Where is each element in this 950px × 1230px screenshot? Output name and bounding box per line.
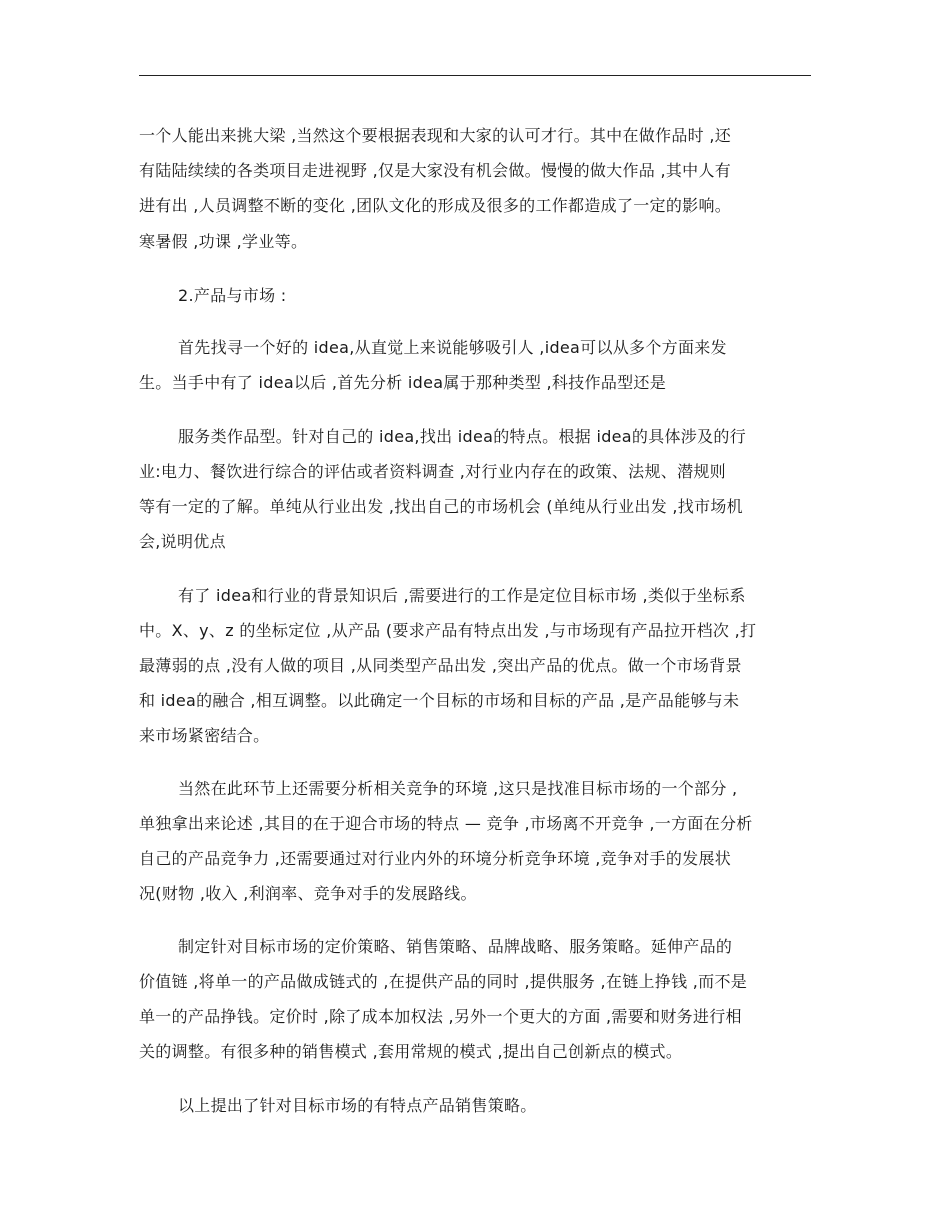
paragraph-1-line-3: 进有出 ,人员调整不断的变化 ,团队文化的形成及很多的工作都造成了一定的影响。 <box>139 196 732 215</box>
paragraph-7-line-1: 制定针对目标市场的定价策略、销售策略、品牌战略、服务策略。延伸产品的 <box>178 937 733 956</box>
paragraph-6-line-1: 当然在此环节上还需要分析相关竞争的环境 ,这只是找准目标市场的一个部分 , <box>178 779 738 798</box>
paragraph-1-line-1: 一个人能出来挑大梁 ,当然这个要根据表现和大家的认可才行。其中在做作品时 ,还 <box>139 126 732 145</box>
paragraph-5-line-3: 最薄弱的点 ,没有人做的项目 ,从同类型产品出发 ,突出产品的优点。做一个市场背景 <box>139 656 742 675</box>
paragraph-8-line-1: 以上提出了针对目标市场的有特点产品销售策略。 <box>178 1096 537 1115</box>
paragraph-7-line-3: 单一的产品挣钱。定价时 ,除了成本加权法 ,另外一个更大的方面 ,需要和财务进行相 <box>139 1007 742 1026</box>
header-rule <box>139 75 811 76</box>
paragraph-5-line-5: 来市场紧密结合。 <box>139 726 270 745</box>
paragraph-4-line-3: 等有一定的了解。单纯从行业出发 ,找出自己的市场机会 (单纯从行业出发 ,找市场机 <box>139 497 743 516</box>
paragraph-1-line-2: 有陆陆续续的各类项目走进视野 ,仅是大家没有机会做。慢慢的做大作品 ,其中人有 <box>139 161 732 180</box>
paragraph-4-line-4: 会,说明优点 <box>139 532 226 551</box>
section-heading: 2.产品与市场 : <box>178 286 287 305</box>
paragraph-7-line-2: 价值链 ,将单一的产品做成链式的 ,在提供产品的同时 ,提供服务 ,在链上挣钱 ,而不是 <box>139 972 748 991</box>
paragraph-7-line-4: 关的调整。有很多种的销售模式 ,套用常规的模式 ,提出自己创新点的模式。 <box>139 1042 683 1061</box>
paragraph-6-line-3: 自己的产品竞争力 ,还需要通过对行业内外的环境分析竞争环境 ,竞争对手的发展状 <box>139 849 732 868</box>
paragraph-4-line-1: 服务类作品型。针对自己的 idea,找出 idea的特点。根据 idea的具体涉及的行 <box>178 427 746 446</box>
paragraph-6-line-4: 况(财物 ,收入 ,利润率、竞争对手的发展路线。 <box>139 884 477 903</box>
paragraph-3-line-1: 首先找寻一个好的 idea,从直觉上来说能够吸引人 ,idea可以从多个方面来发 <box>178 338 727 357</box>
paragraph-5-line-1: 有了 idea和行业的背景知识后 ,需要进行的工作是定位目标市场 ,类似于坐标系 <box>178 586 746 605</box>
paragraph-4-line-2: 业:电力、餐饮进行综合的评估或者资料调查 ,对行业内存在的政策、法规、潜规则 <box>139 462 726 481</box>
paragraph-5-line-4: 和 idea的融合 ,相互调整。以此确定一个目标的市场和目标的产品 ,是产品能够与未 <box>139 691 740 710</box>
paragraph-6-line-2: 单独拿出来论述 ,其目的在于迎合市场的特点 — 竞争 ,市场离不开竞争 ,一方面在分析 <box>139 814 753 833</box>
paragraph-1-line-4: 寒暑假 ,功课 ,学业等。 <box>139 232 308 251</box>
paragraph-5-line-2: 中。X、y、z 的坐标定位 ,从产品 (要求产品有特点出发 ,与市场现有产品拉开档次 ,打 <box>139 621 757 640</box>
paragraph-3-line-2: 生。当手中有了 idea以后 ,首先分析 idea属于那种类型 ,科技作品型还是 <box>139 373 667 392</box>
